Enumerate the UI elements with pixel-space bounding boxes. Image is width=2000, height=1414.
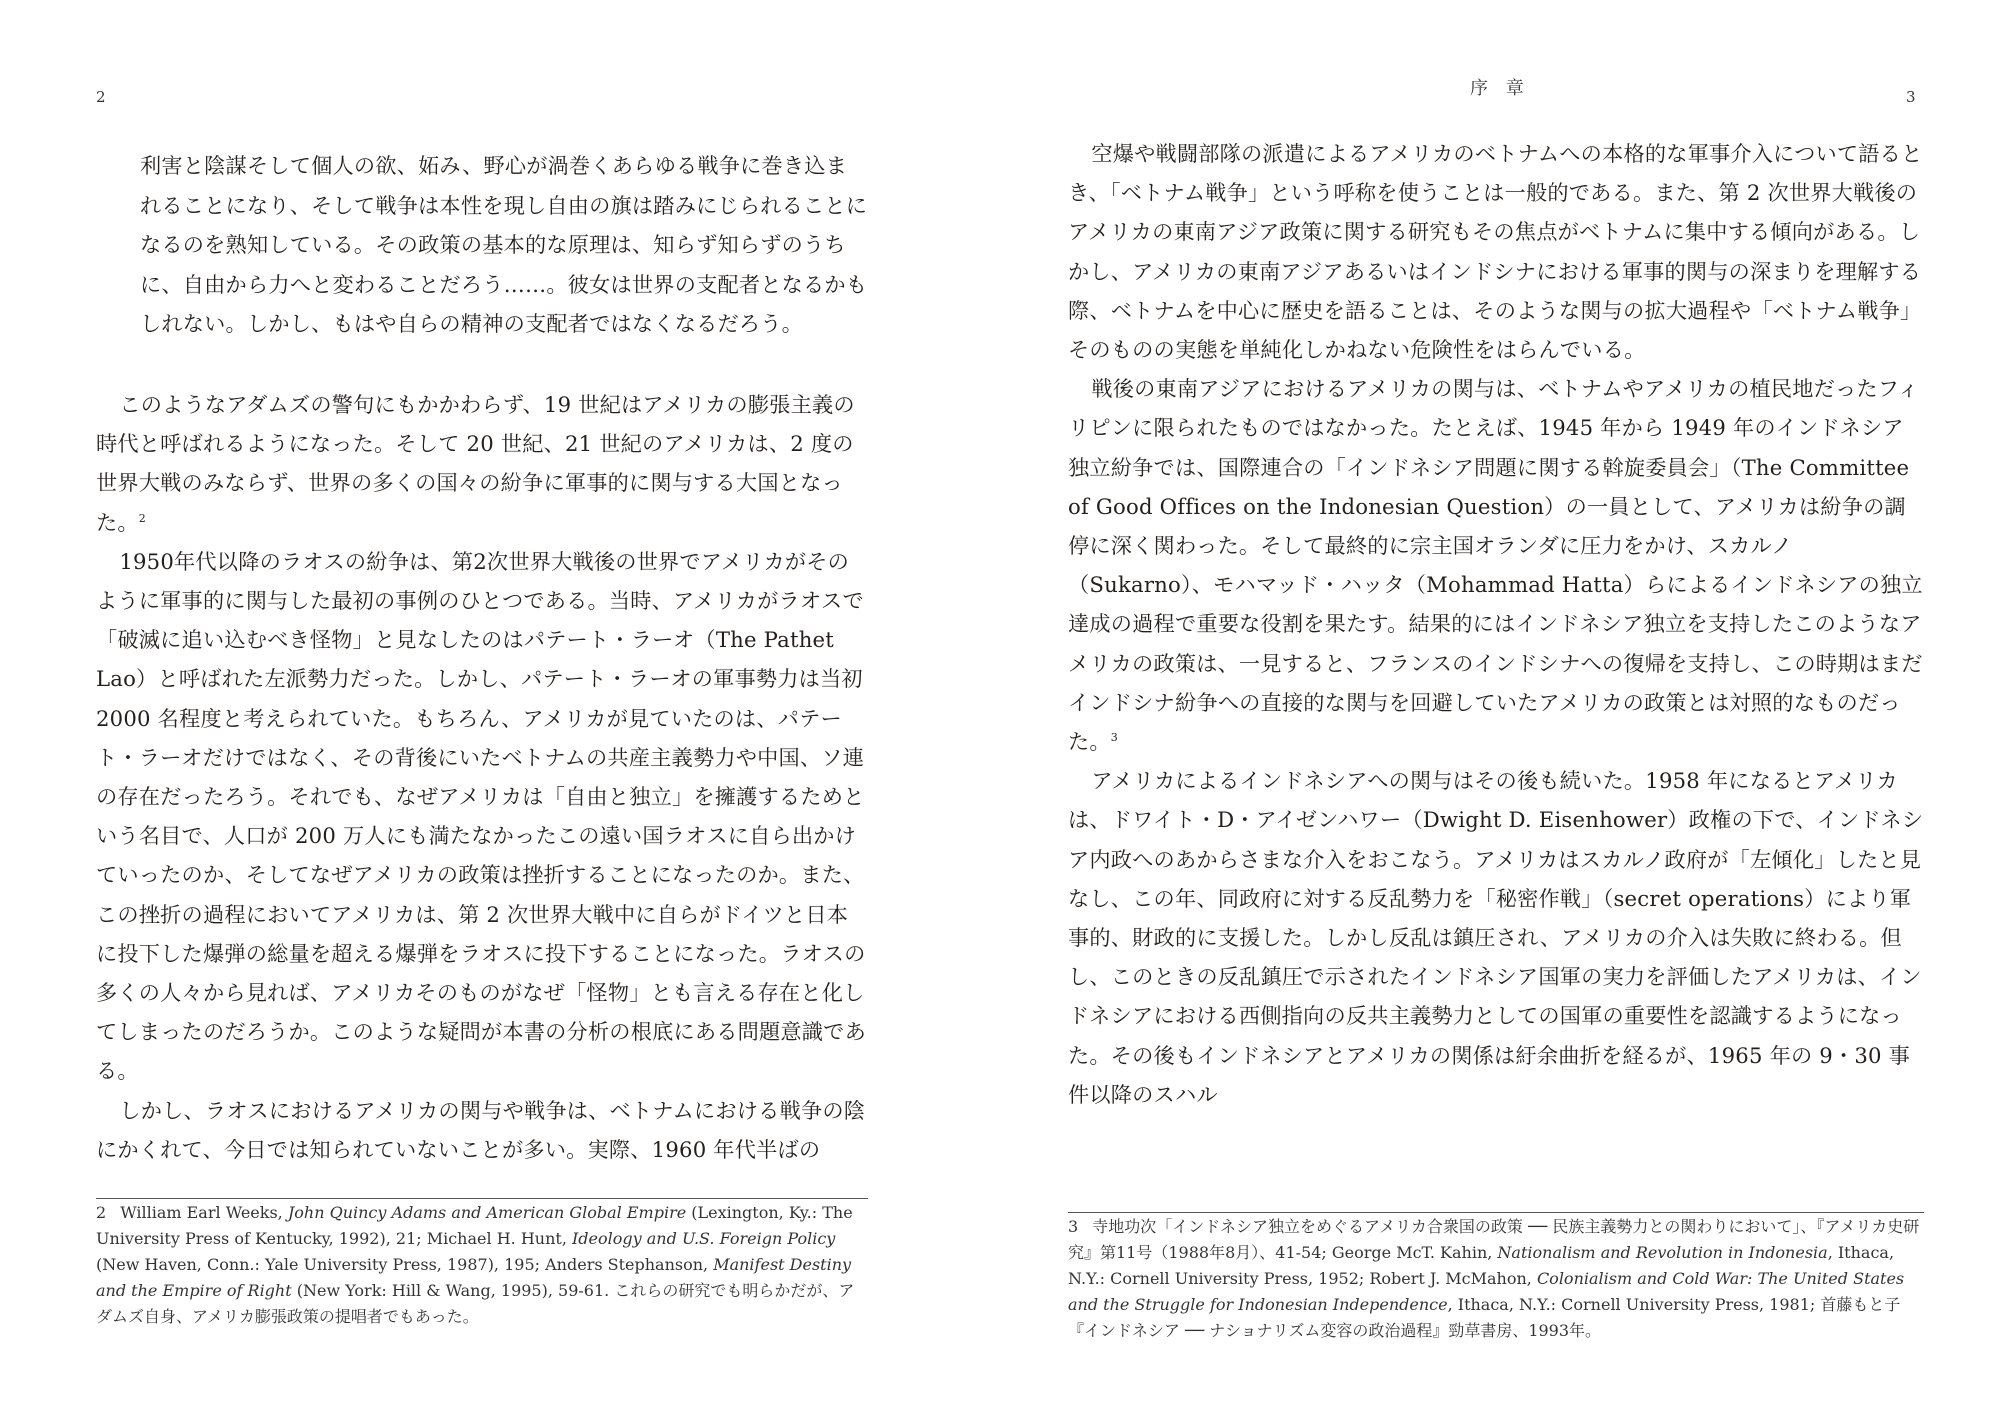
paragraph: しかし、ラオスにおけるアメリカの関与や戦争は、ベトナムにおける戦争の陰にかくれて、今日では知られていないことが多い。実際、1960 年代半ばの: [96, 1097, 866, 1162]
footnote-text: (New Haven, Conn.: Yale University Press, 1987), 195; Anders Stephanson,: [96, 1255, 714, 1274]
right-page: [1000, 0, 2000, 1414]
paragraph: [1068, 369, 1924, 761]
paragraph-text: 戦後の東南アジアにおけるアメリカの関与は、ベトナムやアメリカの植民地だったフィリピンに限られたものではなかった。たとえば、1945 年から 1949 年のインドネシア独立紛争では、国際連合の「インドネシア問題に関する斡旋委員会」（The Committee of Good Offices on the Indonesian Question）の一員として、アメリカは紛争の調停に深く関わった。そして最終的に宗主国オランダに圧力をかけ、スカルノ（Sukarno）、モハマッド・ハッタ（Mohammad Hatta）らによるインドネシアの独立達成の過程で重要な役割を果たす。結果的にはインドネシア独立を支持したこのようなアメリカの政策は、一見すると、フランスのインドシナへの復帰を支持し、この時期はまだインドシナ紛争への直接的な関与を回避していたアメリカの政策とは対照的なものだった。: [1068, 376, 1923, 755]
paragraph: 空爆や戦闘部隊の派遣によるアメリカのベトナムへの本格的な軍事介入について語るとき、「ベトナム戦争」という呼称を使うことは一般的である。また、第 2 次世界大戦後のアメリカの東南アジア政策に関する研究もその焦点がベトナムに集中する傾向がある。しかし、アメリカの東南アジアあるいはインドシナにおける軍事的関与の深まりを理解する際、ベトナムを中心に歴史を語ることは、そのような関与の拡大過程や「ベトナム戦争」そのものの実態を単純化しかねない危険性をはらんでいる。: [1068, 141, 1923, 363]
footnote-number: 3: [1068, 1217, 1079, 1236]
running-head: 序 章: [1470, 78, 1530, 99]
footnote-text: , Ithaca, N.Y.: Cornell University Press, 1981; 首藤もと子『インドネシア ── ナショナリズム変容の政治過程』勁草書房、1993年。: [1068, 1295, 1901, 1340]
footnote-divider: [96, 1198, 868, 1199]
book-title: Ideology and U.S. Foreign Policy: [571, 1229, 836, 1248]
body-text: [1068, 134, 1924, 1114]
page-number: 2: [96, 88, 106, 106]
book-title: John Quincy Adams and American Global Empire: [287, 1203, 687, 1222]
page-number: 3: [1906, 88, 1916, 106]
footnote-divider: [1068, 1212, 1924, 1213]
footnote-text: 寺地功次「インドネシア独立をめぐるアメリカ合衆国の政策 ── 民族主義勢力との関わりにおいて」、『アメリカ史研究』第11号（1988年8月）、41-54; George McT. Kahin,: [1068, 1217, 1920, 1262]
footnote-reference[interactable]: 3: [1110, 730, 1118, 744]
book-title: Manifest Destiny and the Empire of Right: [96, 1255, 852, 1300]
paragraph: [96, 385, 868, 542]
footnote-text: (New York: Hill & Wang, 1995), 59-61. これらの研究でも明らかだが、アダムズ自身、アメリカ膨張政策の提唱者でもあった。: [96, 1281, 855, 1326]
book-title: Colonialism and Cold War: The United States and the Struggle for Indonesian Independence: [1068, 1269, 1905, 1314]
paragraph: 1950年代以降のラオスの紛争は、第2次世界大戦後の世界でアメリカがそのように軍事的に関与した最初の事例のひとつである。当時、アメリカがラオスで「破滅に追い込むべき怪物」と見なしたのはパテート・ラーオ（The Pathet Lao）と呼ばれた左派勢力だった。しかし、パテート・ラーオの軍事勢力は当初 2000 名程度と考えられていた。もちろん、アメリカが見ていたのは、パテート・ラーオだけではなく、その背後にいたベトナムの共産主義勢力や中国、ソ連の存在だったろう。それでも、なぜアメリカは「自由と独立」を擁護するためという名目で、人口が 200 万人にも満たなかったこの遠い国ラオスに自ら出かけていったのか、そしてなぜアメリカの政策は挫折することになったのか。また、この挫折の過程においてアメリカは、第 2 次世界大戦中に自らがドイツと日本に投下した爆弾の総量を超える爆弾をラオスに投下することになった。ラオスの多くの人々から見れば、アメリカそのものがなぜ「怪物」とも言える存在と化してしまったのだろうか。このような疑問が本書の分析の根底にある問題意識である。: [96, 548, 866, 1084]
paragraph-text: このようなアダムズの警句にもかかわらず、19 世紀はアメリカの膨張主義の時代と呼ばれるようになった。そして 20 世紀、21 世紀のアメリカは、2 度の世界大戦のみならず、世界の多くの国々の紛争に軍事的に関与する大国となった。: [96, 392, 855, 535]
body-text: [96, 385, 868, 1169]
footnote-reference[interactable]: 2: [138, 511, 146, 525]
footnote-text: (Lexington, Ky.: The University Press of Kentucky, 1992), 21; Michael H. Hunt,: [96, 1203, 853, 1248]
footnote-text: , Ithaca, N.Y.: Cornell University Press, 1952; Robert J. McMahon,: [1068, 1243, 1895, 1288]
footnote: [96, 1200, 868, 1330]
block-quote: 利害と陰謀そして個人の欲、妬み、野心が渦巻くあらゆる戦争に巻き込まれることになり、そして戦争は本性を現し自由の旗は踏みにじられることになるのを熟知している。その政策の基本的な原理は、知らず知らずのうちに、自由から力へと変わることだろう……。彼女は世界の支配者となるかもしれない。しかし、もはや自らの精神の支配者ではなくなるだろう。: [140, 153, 868, 336]
footnote-text: William Earl Weeks,: [120, 1203, 288, 1222]
paragraph: アメリカによるインドネシアへの関与はその後も続いた。1958 年になるとアメリカは、ドワイト・D・アイゼンハワー（Dwight D. Eisenhower）政権の下で、インドネシア内政へのあからさまな介入をおこなう。アメリカはスカルノ政府が「左傾化」したと見なし、この年、同政府に対する反乱勢力を「秘密作戦」（secret operations）により軍事的、財政的に支援した。しかし反乱は鎮圧され、アメリカの介入は失敗に終わる。但し、このときの反乱鎮圧で示されたインドネシア国軍の実力を評価したアメリカは、インドネシアにおける西側指向の反共主義勢力としての国軍の重要性を認識するようになった。その後もインドネシアとアメリカの関係は紆余曲折を経るが、1965 年の 9・30 事件以降のスハル: [1068, 768, 1924, 1107]
footnote-number: 2: [96, 1203, 107, 1222]
book-title: Nationalism and Revolution in Indonesia: [1497, 1243, 1828, 1262]
footnote: [1068, 1214, 1924, 1344]
